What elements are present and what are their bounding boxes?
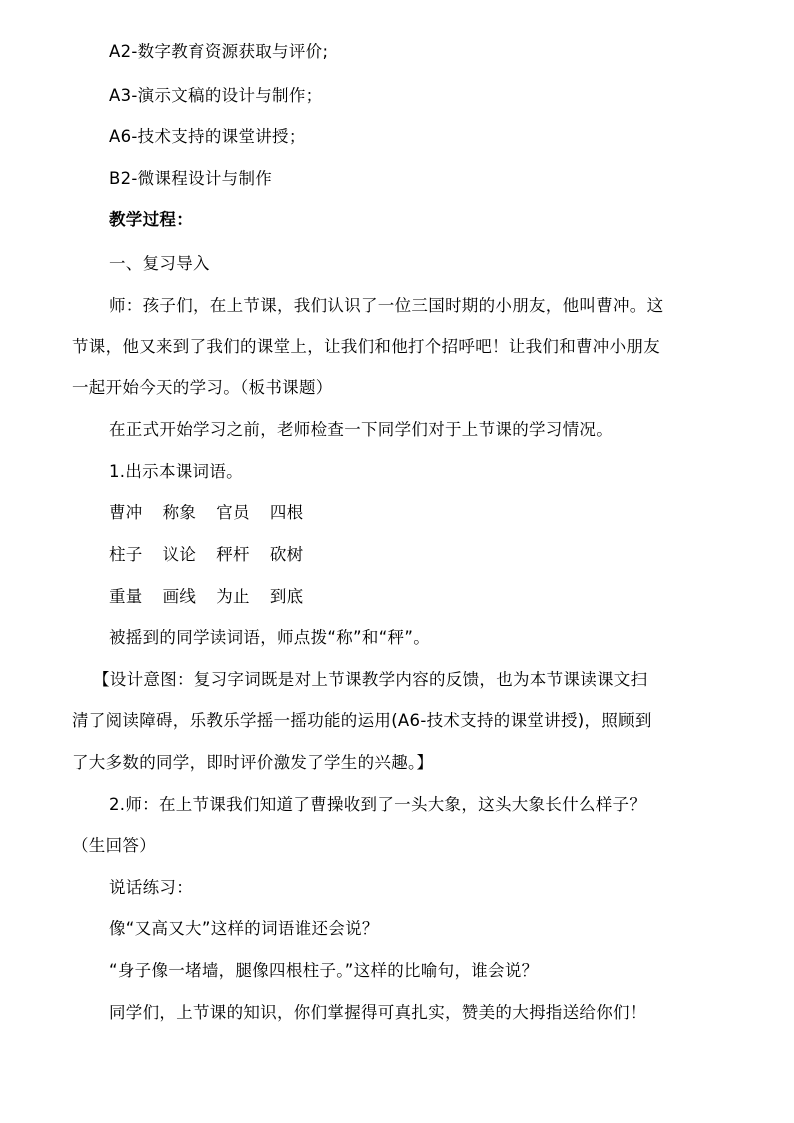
paragraph-line: 同学们，上节课的知识，你们掌握得可真扎实，赞美的大拇指送给你们！ (109, 1003, 647, 1022)
paragraph-line: 被摇到的同学读词语，师点拨“称”和“秤”。 (109, 628, 430, 647)
word-row (109, 502, 303, 524)
vocab-word: 议论 (162, 545, 197, 564)
vocab-word: 秤杆 (216, 545, 250, 564)
design-note-line: 了大多数的同学，即时评价激发了学生的兴趣。】 (72, 753, 434, 772)
objective-a6: A6-技术支持的课堂讲授； (109, 127, 306, 146)
objective-a3: A3-演示文稿的设计与制作； (109, 86, 323, 105)
paragraph-line: 一起开始今天的学习。（板书课题） (72, 378, 333, 397)
vocab-word: 重量 (109, 587, 143, 606)
vocab-word: 官员 (216, 503, 250, 522)
paragraph-line: 说话练习： (109, 878, 193, 897)
paragraph-line: “身子像一堵墙，腿像四根柱子。”这样的比喻句，谁会说？ (109, 961, 539, 980)
objective-a2: A2-数字教育资源获取与评价; (109, 42, 329, 61)
vocab-word: 砍树 (269, 545, 304, 564)
vocab-word: 画线 (162, 587, 197, 606)
vocab-word: 为止 (216, 587, 250, 606)
design-note-line: 【设计意图：复习字词既是对上节课教学内容的反馈，也为本节课读课文扫 (93, 670, 648, 689)
objective-b2: B2-微课程设计与制作 (109, 169, 273, 188)
design-note-line: 清了阅读障碍，乐教乐学摇一摇功能的运用(A6-技术支持的课堂讲授)，照顾到 (72, 711, 652, 730)
paragraph-line: 节课，他又来到了我们的课堂上，让我们和他打个招呼吧！让我们和曹冲小朋友 (72, 337, 660, 356)
vocab-word: 曹冲 (109, 503, 143, 522)
paragraph-line: （生回答） (72, 836, 156, 855)
process-heading: 教学过程： (109, 210, 193, 229)
vocab-word: 称象 (162, 503, 197, 522)
word-row (109, 586, 303, 608)
vocab-word: 四根 (269, 503, 304, 522)
section-heading-review: 一、复习导入 (109, 254, 210, 273)
word-row (109, 544, 303, 566)
vocab-word: 到底 (269, 587, 304, 606)
vocab-word: 柱子 (109, 545, 143, 564)
paragraph-line: 像“又高又大”这样的词语谁还会说？ (109, 919, 379, 938)
paragraph-line: 在正式开始学习之前，老师检查一下同学们对于上节课的学习情况。 (109, 420, 613, 439)
paragraph-line: 师：孩子们，在上节课，我们认识了一位三国时期的小朋友，他叫曹冲。这 (109, 296, 664, 315)
list-item: 1.出示本课词语。 (109, 462, 243, 481)
list-item: 2.师：在上节课我们知道了曹操收到了一头大象，这头大象长什么样子？ (109, 795, 647, 814)
